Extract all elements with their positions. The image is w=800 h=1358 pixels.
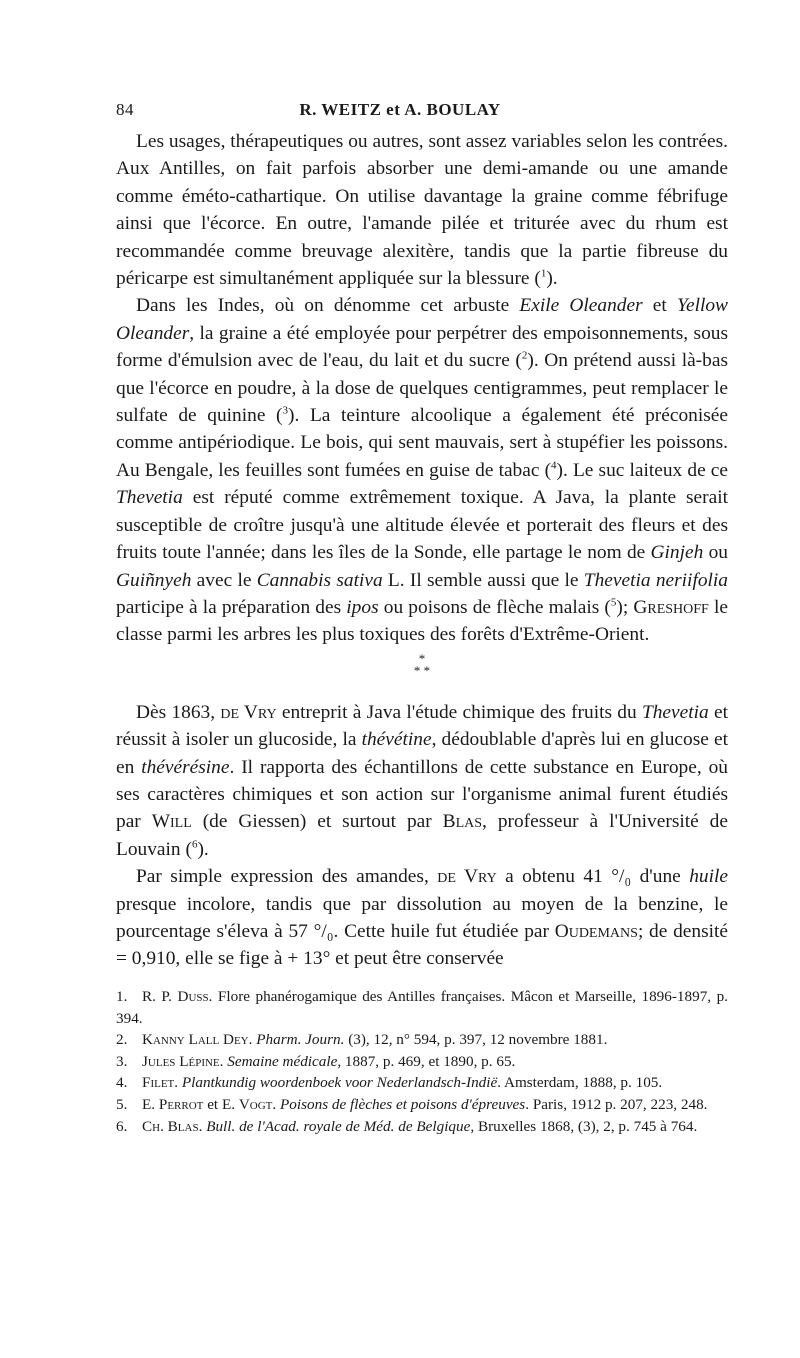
term-cannabis-sativa: Cannabis sativa xyxy=(256,569,383,591)
footnote-5: 5. E. Perrot et E. Vogt. Poisons de flèches et poisons d'épreuves. Paris, 1912 p. 207, 223, 248. xyxy=(116,1095,708,1113)
paragraph-huile: Par simple expression des amandes, de Vry a obtenu 41 °/₀ d'une huile presque incolore, tandis que par dissolution au moyen de la benzine, le pourcentage s'éleva à 57 °/₀. Cette huile fut étudiée par Oudemans; de densité = 0,910, elle se fige à + 13° et peut être conservée xyxy=(116,866,729,970)
paragraph-indes: Dans les Indes, où on dénomme cet arbuste Exile Oleander et Yellow Oleander, la graine a été employée pour perpétrer des empoisonnements, sous forme d'émulsion avec de l'eau, du lait et du sucre ($^2$). On prétend aussi là-bas que l'écorce en poudre, à la dose de quelques centigrammes, peut remplacer le sulfate de quinine ($^3$). La teinture alcoolique a également été préconisée comme antipériodique. Le bois, qui sent mauvais, sert à stupéfier les poissons. Au Bengale, les feuilles sont fumées en guise de tabac ($^4$). Le suc laiteux de ce Thevetia est réputé comme extrêmement toxique. A Java, la plante serait susceptible de croître jusqu'à une altitude élevée et porterait des fleurs et des fruits toute l'année; dans les îles de la Sonde, elle partage le nom de Ginjeh ou Guiñnyeh avec le Cannabis sativa L. Il semble aussi que le Thevetia neriifolia participe à la préparation des ipos ou poisons de flèche malais ($^5$); Greshoff le classe parmi les arbres les plus toxiques des forêts d'Extrême-Orient. xyxy=(116,295,728,646)
section-separator xyxy=(116,649,728,699)
footnote-ref-5: 5 xyxy=(610,596,617,609)
term-huile: huile xyxy=(689,866,728,888)
running-title: R. WEITZ et A. BOULAY xyxy=(299,100,501,119)
footnote-6: 6. Ch. Blas. Bull. de l'Acad. royale de Méd. de Belgique, Bruxelles 1868, (3), 2, p. 745 à 764. xyxy=(116,1117,698,1135)
author-greshoff: Greshoff xyxy=(633,596,709,618)
term-thevetia: Thevetia xyxy=(116,487,183,509)
paragraph-de-vry: Dès 1863, de Vry entreprit à Java l'étude chimique des fruits du Thevetia et réussit à isoler un glucoside, la thévétine, dédoublable d'après lui en glucose et en thévérésine. Il rapporta des échantillons de cette substance en Europe, où ses caractères chimiques et son action sur l'organisme animal furent étudiés par Will (de Giessen) et surtout par Blas, professeur à l'Université de Louvain ($^6$). xyxy=(116,701,728,860)
term-thevetine: thévétine xyxy=(361,729,432,751)
author-de-vry: de Vry xyxy=(220,701,277,723)
footnote-ref-6: 6 xyxy=(191,838,198,851)
footnote-ref-4: 4 xyxy=(551,459,557,472)
term-exile-oleander: Exile Oleander xyxy=(519,295,643,317)
paragraph-usages: Les usages, thérapeutiques ou autres, sont assez variables selon les contrées. Aux Antilles, on fait parfois absorber une demi-amande ou une amande comme éméto-cathartique. On utilise davantage la graine comme fébrifuge ainsi que l'écorce. En outre, l'amande pilée et triturée avec du rhum est recommandée comme breuvage alexitère, tandis que la partie fibreuse du péricarpe est simultanément appliquée sur la blessure ($^1$). xyxy=(116,131,728,290)
term-guinnyeh: Guiñnyeh xyxy=(116,569,192,591)
footnote-ref-1: 1 xyxy=(540,267,547,280)
term-ginjeh: Ginjeh xyxy=(650,542,704,564)
term-thevetia-neriifolia: Thevetia neriifolia xyxy=(583,569,728,591)
footnote-4: 4. Filet. Plantkundig woordenboek voor Nederlandsch-Indië. Amsterdam, 1888, p. 105. xyxy=(116,1074,663,1092)
term-ipos: ipos xyxy=(346,596,379,618)
main-text xyxy=(116,128,728,973)
footnote-ref-2: 2 xyxy=(521,349,528,362)
author-will: Will xyxy=(151,811,192,833)
asterism-top: * xyxy=(418,650,426,666)
author-blas: Blas xyxy=(442,811,483,833)
footnotes xyxy=(116,986,728,1137)
running-header xyxy=(0,96,800,126)
term-yellow-oleander: Yellow Oleander xyxy=(116,295,728,344)
author-de-vry: de Vry xyxy=(437,866,497,888)
term-theveresine: thévérésine xyxy=(141,756,230,778)
author-oudemans: Oudemans xyxy=(554,920,638,942)
footnote-1: 1. R. P. Duss. Flore phanérogamique des Antilles françaises. Mâcon et Marseille, 1896-1897, p. 394. xyxy=(116,988,728,1027)
term-thevetia: Thevetia xyxy=(641,701,709,723)
footnote-ref-3: 3 xyxy=(282,404,289,417)
footnote-3: 3. Jules Lépine. Semaine médicale, 1887, p. 469, et 1890, p. 65. xyxy=(116,1052,516,1070)
footnote-2: 2. Kanny Lall Dey. Pharm. Journ. (3), 12, n° 594, p. 397, 12 novembre 1881. xyxy=(116,1031,608,1049)
asterism-bottom: * * xyxy=(413,662,431,678)
page-number: 84 xyxy=(116,100,134,119)
